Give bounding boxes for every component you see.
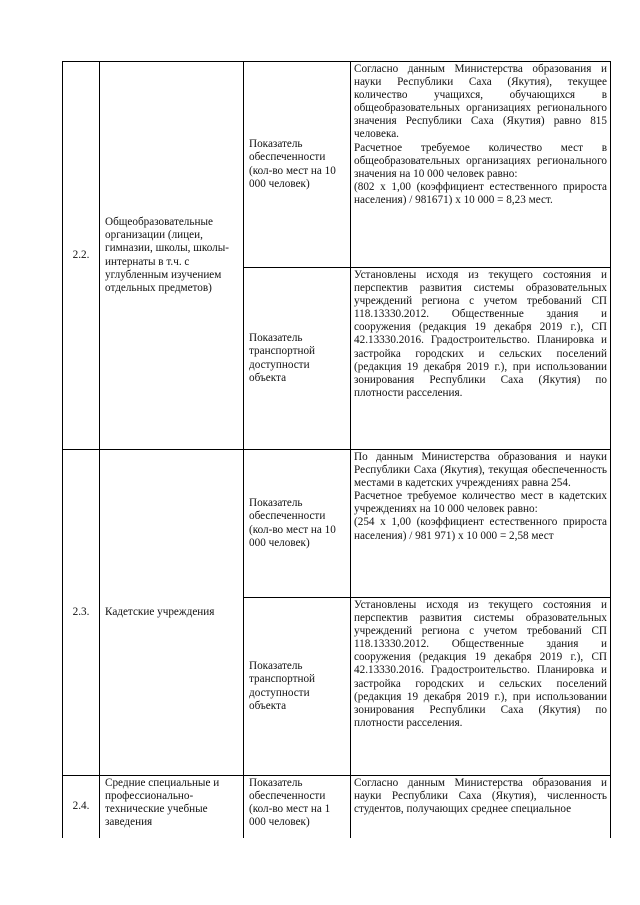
description-paragraph: Установлены исходя из текущего состояния и перспектив развития системы образовательных учреждений региона с учетом требований СП 118.13330.2012. Общественные здания и сооружения (редакция 19 декабря 2019 г.), СП 42.13330.2016. Градостроительство. Планировка и застройка городских и сельских поселений (редакция 19 декабря 2019 г.), при использовании зонирования Республики Саха (Якутия) по плотности расселения. <box>354 599 607 729</box>
description-paragraph: Установлены исходя из текущего состояния и перспектив развития системы образовательных учреждений региона с учетом требований СП 118.13330.2012. Общественные здания и сооружения (редакция 19 декабря 2019 г.), СП 42.13330.2016. Градостроительство. Планировка и застройка городских и сельских поселений (редакция 19 декабря 2019 г.), при использовании зонирования Республики Саха (Якутия) по плотности расселения. <box>354 269 607 399</box>
description-paragraph: Согласно данным Министерства образования и науки Республики Саха (Якутия), текущее количество учащихся, обучающихся в общеобразовательных организациях регионального значения Республики Саха (Якутия) равно 815 человека. <box>354 63 607 141</box>
description-paragraph: (802 х 1,00 (коэффициент естественного прироста населения) / 981671) х 10 000 = 8,23 мест. <box>354 180 607 206</box>
row-number: 2.3. <box>63 450 100 776</box>
indicator-label: Показатель транспортной доступности объекта <box>244 598 351 776</box>
indicator-description <box>351 268 611 450</box>
indicator-description <box>351 450 611 598</box>
indicator-description <box>351 62 611 268</box>
object-name: Общеобразовательные организации (лицеи, гимназии, школы, школы-интернаты в т.ч. с углубленным изучением отдельных предметов) <box>100 62 244 450</box>
description-paragraph: Расчетное требуемое количество мест в общеобразовательных организациях регионального значения на 10 000 человек равно: <box>354 141 607 180</box>
indicator-description <box>351 776 611 838</box>
description-paragraph: По данным Министерства образования и науки Республики Саха (Якутия), текущая обеспеченность местами в кадетских учреждениях равна 254. <box>354 451 607 490</box>
indicator-label: Показатель обеспеченности (кол-во мест на 1 000 человек) <box>244 776 351 838</box>
indicator-label: Показатель транспортной доступности объекта <box>244 268 351 450</box>
indicator-label: Показатель обеспеченности (кол-во мест на 10 000 человек) <box>244 62 351 268</box>
row-number: 2.4. <box>63 776 100 838</box>
object-name: Средние специальные и профессионально-технические учебные заведения <box>100 776 244 838</box>
indicator-label: Показатель обеспеченности (кол-во мест на 10 000 человек) <box>244 450 351 598</box>
description-paragraph: (254 х 1,00 (коэффициент естественного прироста населения) / 981 971) х 10 000 = 2,58 мест <box>354 516 607 542</box>
description-paragraph: Согласно данным Министерства образования и науки Республики Саха (Якутия), численность студентов, получающих среднее специальное <box>354 777 607 816</box>
row-number: 2.2. <box>63 62 100 450</box>
object-name: Кадетские учреждения <box>100 450 244 776</box>
table-row <box>63 62 611 268</box>
table-row <box>63 450 611 598</box>
indicators-table <box>62 61 611 838</box>
indicator-description <box>351 598 611 776</box>
table-row <box>63 776 611 838</box>
description-paragraph: Расчетное требуемое количество мест в кадетских учреждениях на 10 000 человек равно: <box>354 490 607 516</box>
document-page <box>62 61 610 838</box>
